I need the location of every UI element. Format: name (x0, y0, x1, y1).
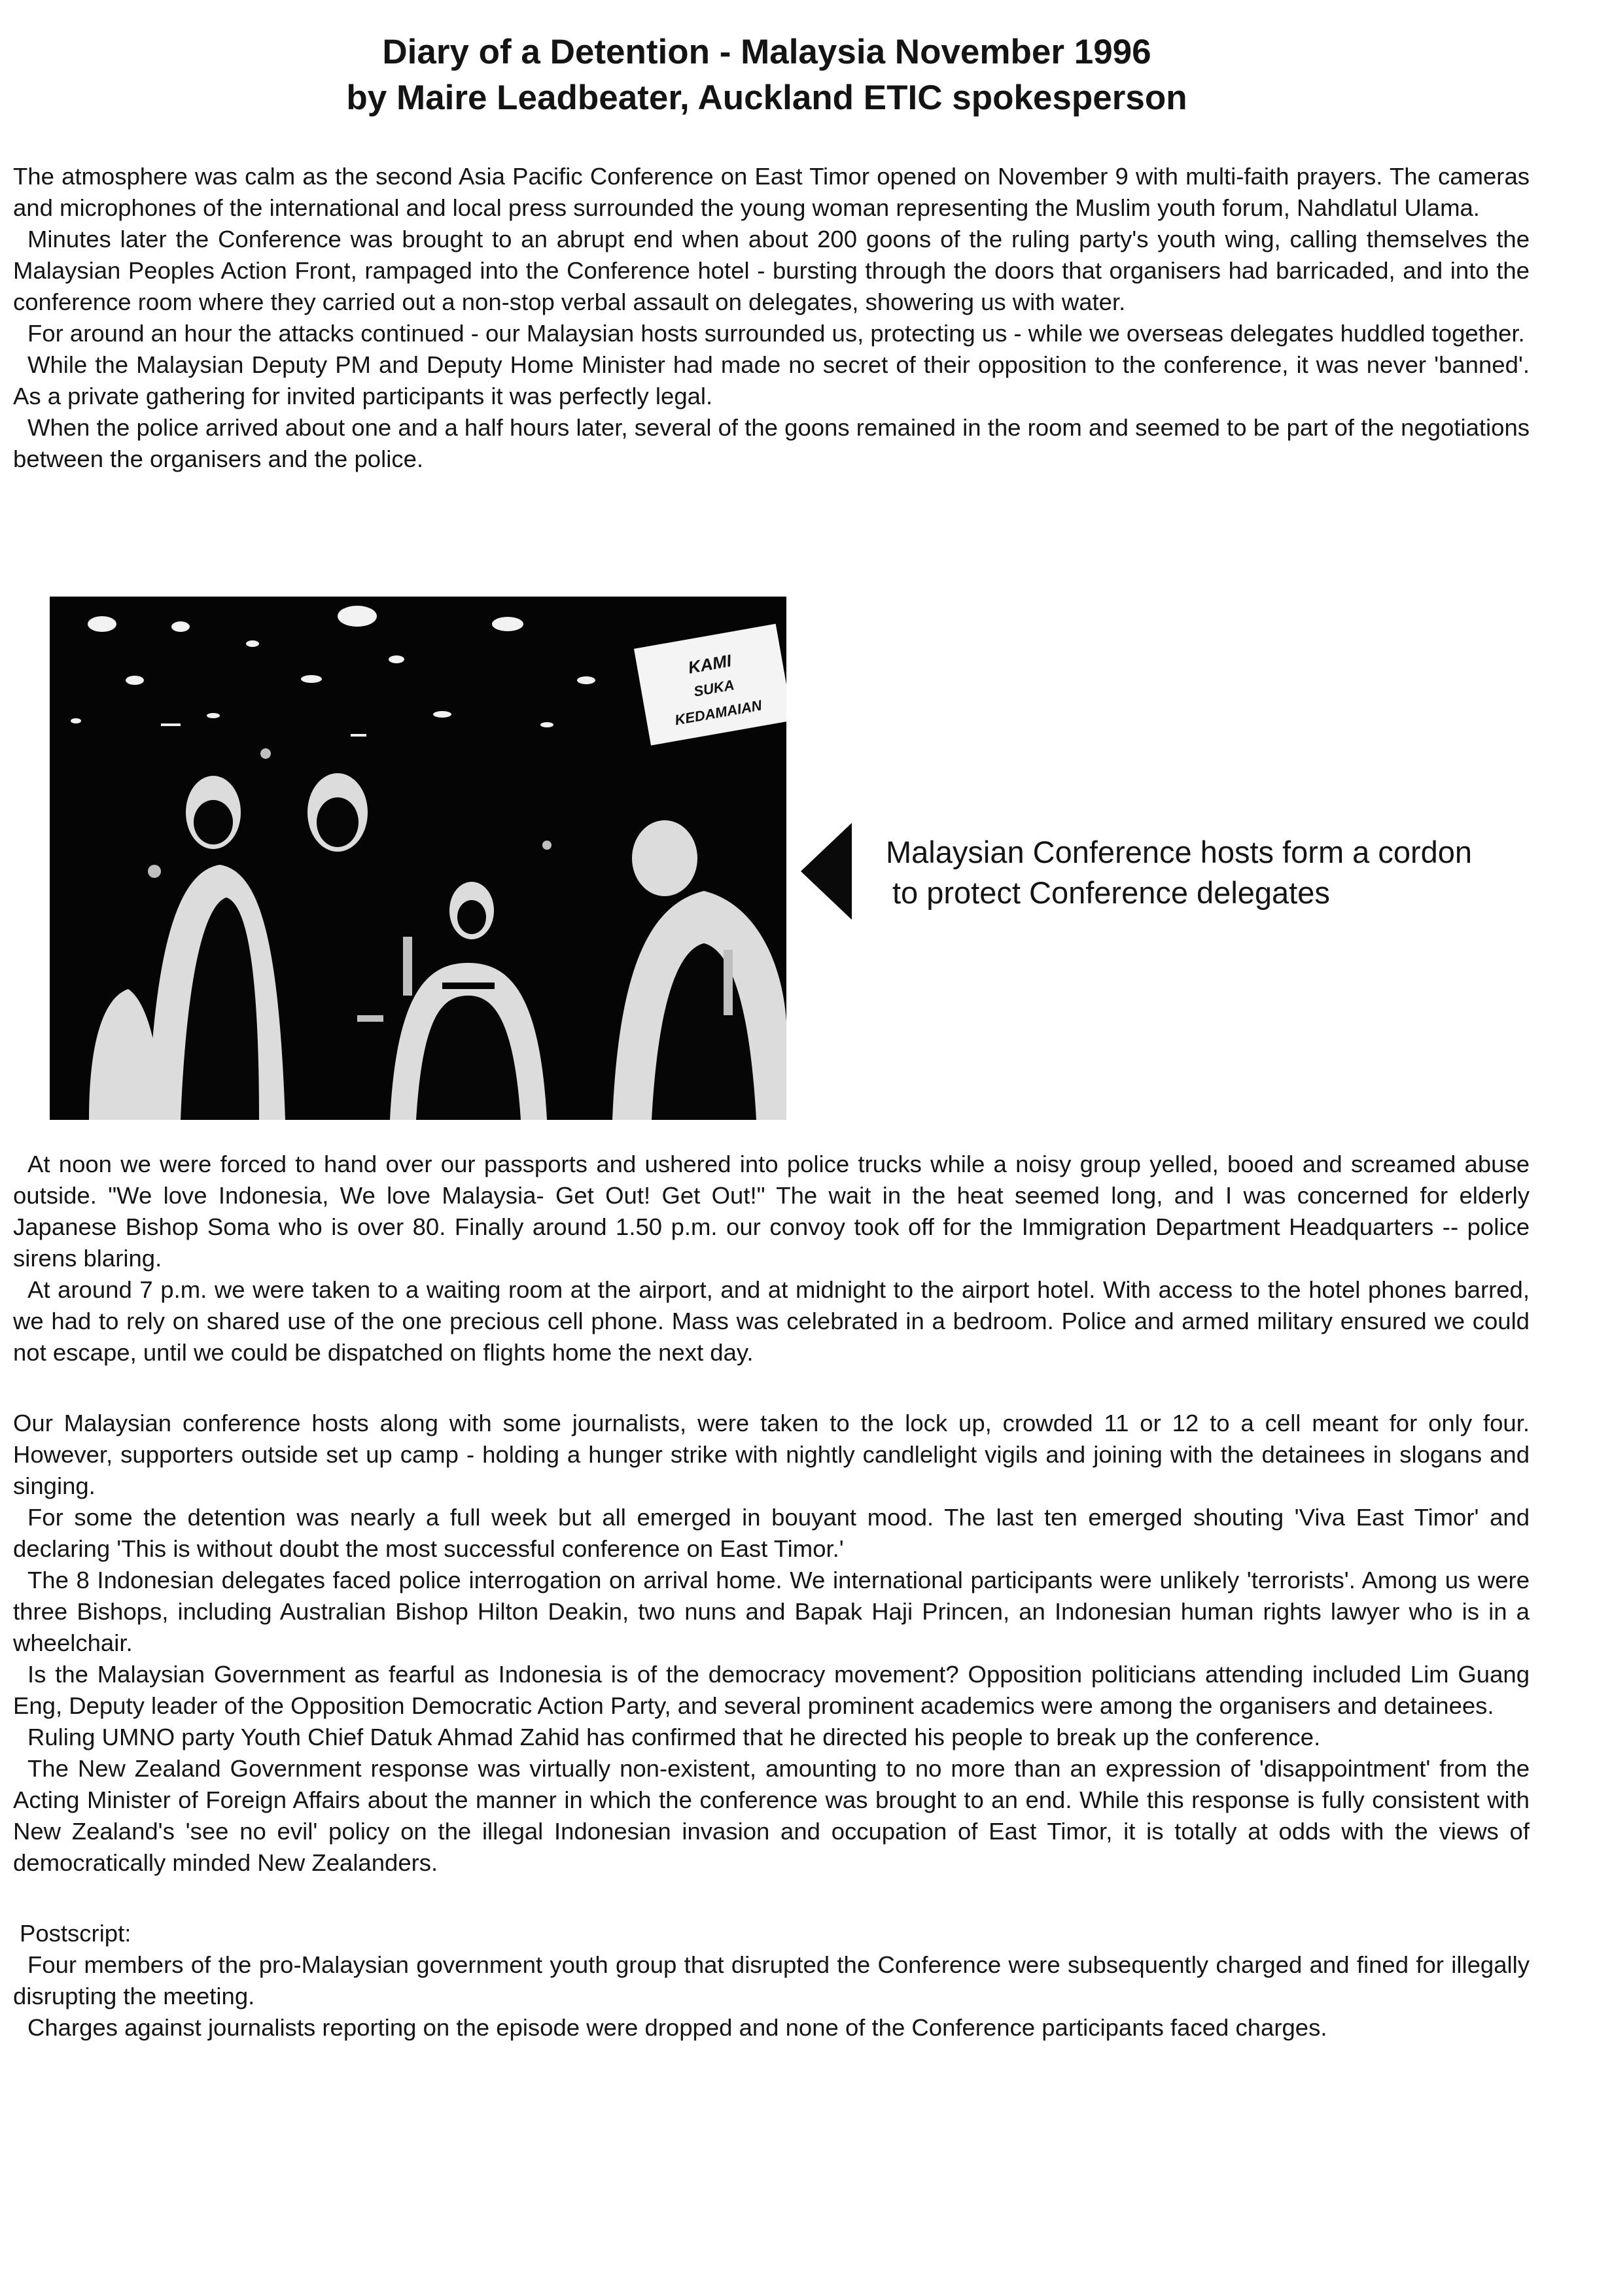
paragraph: Is the Malaysian Government as fearful as Indonesia is of the democracy movement? Opposition politicians attending included Lim Guang Eng, Deputy leader of the Opposition Democratic Action Party, and several prominent academics were among the organisers and detainees. (13, 1661, 1530, 1719)
caption-line: to protect Conference delegates (892, 875, 1330, 910)
detention-section (13, 1149, 1530, 1368)
sign-word: SUKA (692, 676, 736, 700)
paragraph: Minutes later the Conference was brought to an abrupt end when about 200 goons of the ruling party's youth wing, calling themselves the Malaysian Peoples Action Front, rampaged into the Conference hotel - bursting through the doors that organisers had barricaded, and into the conference room where they carried out a non-stop verbal assault on delegates, showering us with water. (13, 226, 1530, 315)
paragraph: When the police arrived about one and a half hours later, several of the goons remained in the room and seemed to be part of the negotiations between the organisers and the police. (13, 414, 1530, 472)
sign-word: KAMI (686, 650, 733, 678)
paragraph: The 8 Indonesian delegates faced police interrogation on arrival home. We international participants were unlikely 'terrorists'. Among us were three Bishops, including Australian Bishop Hilton Deakin, two nuns and Bapak Haji Princen, an Indonesian human rights lawyer who is in a wheelchair. (13, 1567, 1530, 1656)
detainees-section (13, 1408, 1530, 1879)
caption-arrow-icon (797, 820, 856, 922)
paragraph: The atmosphere was calm as the second Asia Pacific Conference on East Timor opened on November 9 with multi-faith prayers. The cameras and microphones of the international and local press surrounded the young woman representing the Muslim youth forum, Nahdlatul Ulama. (13, 163, 1530, 221)
caption-line: Malaysian Conference hosts form a cordon (886, 835, 1473, 869)
intro-section (13, 161, 1530, 475)
paragraph: Four members of the pro-Malaysian government youth group that disrupted the Conference were subsequently charged and fined for illegally disrupting the meeting. (13, 1951, 1530, 2009)
article-byline: by Maire Leadbeater, Auckland ETIC spokesperson (346, 78, 1187, 117)
paragraph: The New Zealand Government response was virtually non-existent, amounting to no more than an expression of 'disappointment' from the Acting Minister of Foreign Affairs about the manner in which the conference was brought to an end. While this response is fully consistent with New Zealand's 'see no evil' policy on the illegal Indonesian invasion and occupation of East Timor, it is totally at odds with the views of democratically minded New Zealanders. (13, 1755, 1530, 1876)
article-title: Diary of a Detention - Malaysia November 1996 (382, 33, 1151, 71)
postscript-section (13, 1918, 1530, 2044)
paragraph: At around 7 p.m. we were taken to a waiting room at the airport, and at midnight to the airport hotel. With access to the hotel phones barred, we had to rely on shared use of the one precious cell phone. Mass was celebrated in a bedroom. Police and armed military ensured we could not escape, until we could be dispatched on flights home the next day. (13, 1276, 1530, 1366)
paragraph: For around an hour the attacks continued - our Malaysian hosts surrounded us, protecting us - while we overseas delegates huddled together. (27, 320, 1525, 347)
paragraph: For some the detention was nearly a full week but all emerged in bouyant mood. The last ten emerged shouting 'Viva East Timor' and declaring 'This is without doubt the most successful conference on East Timor.' (13, 1504, 1530, 1562)
sign-word: KEDAMAIAN (673, 697, 763, 729)
paragraph: Ruling UMNO party Youth Chief Datuk Ahmad Zahid has confirmed that he directed his people to break up the conference. (27, 1724, 1321, 1750)
paragraph: Charges against journalists reporting on the episode were dropped and none of the Conference participants faced charges. (27, 2014, 1327, 2041)
paragraph: While the Malaysian Deputy PM and Deputy Home Minister had made no secret of their opposition to the conference, it was never 'banned'. As a private gathering for invited participants it was perfectly legal. (13, 351, 1530, 409)
conference-photo (50, 597, 786, 1120)
photo-caption (886, 832, 1540, 913)
paragraph: Our Malaysian conference hosts along with some journalists, were taken to the lock up, crowded 11 or 12 to a cell meant for only four. However, supporters outside set up camp - holding a hunger strike with nightly candlelight vigils and joining with the detainees in slogans and singing. (13, 1410, 1530, 1499)
postscript-heading: Postscript: (20, 1920, 131, 1947)
paragraph: At noon we were forced to hand over our passports and ushered into police trucks while a noisy group yelled, booed and screamed abuse outside. "We love Indonesia, We love Malaysia- Get Out! Get Out!" The wait in the heat seemed long, and I was concerned for elderly Japanese Bishop Soma who is over 80. Finally around 1.50 p.m. our convoy took off for the Immigration Department Headquarters -- police sirens blaring. (13, 1151, 1530, 1272)
